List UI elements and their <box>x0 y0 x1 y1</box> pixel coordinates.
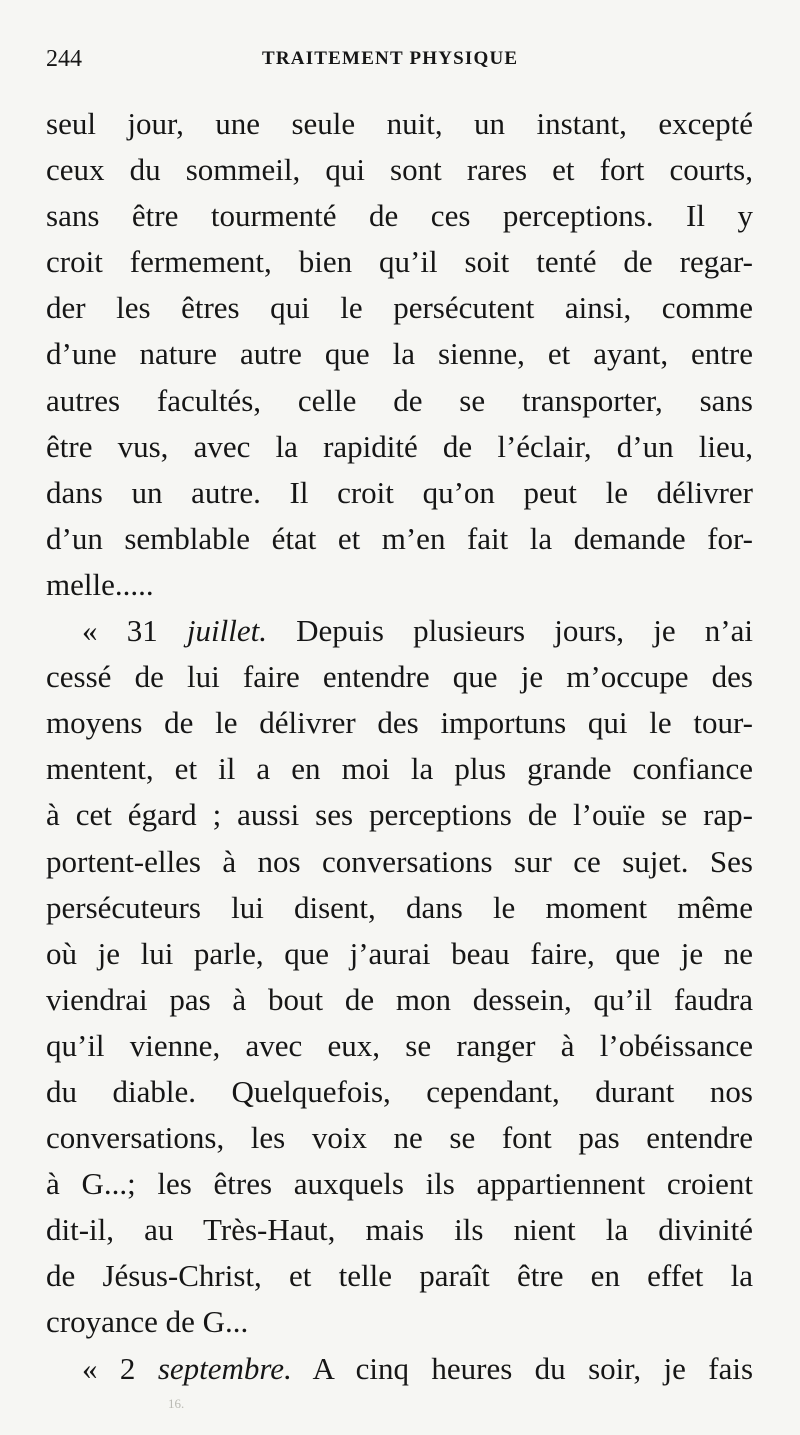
text-line: du diable. Quelquefois, cependant, durant nos <box>46 1073 753 1109</box>
text-line: croit fermement, bien qu’il soit tenté de regar- <box>46 244 753 280</box>
signature-mark: 16. <box>168 1396 185 1411</box>
text-line: être vus, avec la rapidité de l’éclair, d’un lieu, <box>46 428 753 464</box>
text-line: melle..... <box>46 566 154 602</box>
entry-prefix: « 31 <box>82 613 187 649</box>
text-line: autres facultés, celle de se transporter, sans <box>46 382 753 418</box>
text-line: à cet égard ; aussi ses perceptions de l’ouïe se rap- <box>46 797 753 833</box>
body-text <box>46 101 753 1392</box>
text-line: cessé de lui faire entendre que je m’occupe des <box>46 659 753 695</box>
entry-text: A cinq heures du soir, je fais <box>291 1350 754 1386</box>
text-line: de Jésus-Christ, et telle paraît être en effet la <box>46 1258 753 1294</box>
entry-text: Depuis plusieurs jours, je n’ai <box>266 613 754 649</box>
text-line: der les êtres qui le persécutent ainsi, comme <box>46 290 753 326</box>
text-line: qu’il vienne, avec eux, se ranger à l’obéissance <box>46 1027 753 1063</box>
text-line: ceux du sommeil, qui sont rares et fort courts, <box>46 152 753 188</box>
text-line: sans être tourmenté de ces perceptions. Il y <box>46 198 753 234</box>
text-line: viendrai pas à bout de mon dessein, qu’il faudra <box>46 981 753 1017</box>
running-head <box>46 44 752 74</box>
entry-date: juillet. <box>186 613 267 649</box>
text-line: à G...; les êtres auxquels ils appartiennent croient <box>46 1166 753 1202</box>
text-line: conversations, les voix ne se font pas entendre <box>46 1120 753 1156</box>
entry-prefix: « 2 <box>82 1350 158 1386</box>
text-line: mentent, et il a en moi la plus grande confiance <box>46 751 753 787</box>
text-line: d’une nature autre que la sienne, et ayant, entre <box>46 336 753 372</box>
text-line: seul jour, une seule nuit, un instant, excepté <box>46 106 753 141</box>
text-line: dans un autre. Il croit qu’on peut le délivrer <box>46 474 753 510</box>
text-line: moyens de le délivrer des importuns qui le tour- <box>46 705 753 741</box>
text-line: d’un semblable état et m’en fait la demande for- <box>46 520 753 556</box>
text-line: croyance de G... <box>46 1304 249 1340</box>
text-line: persécuteurs lui disent, dans le moment même <box>46 889 753 925</box>
text-line: dit-il, au Très-Haut, mais ils nient la divinité <box>46 1212 753 1248</box>
text-line: où je lui parle, que j’aurai beau faire, que je ne <box>46 935 753 971</box>
page-number: 244 <box>46 46 82 72</box>
entry-date: septembre. <box>157 1350 292 1386</box>
dated-entry-line <box>46 1346 753 1392</box>
running-title: TRAITEMENT PHYSIQUE <box>262 48 519 69</box>
dated-entry-line <box>46 608 753 654</box>
text-line: portent-elles à nos conversations sur ce sujet. Ses <box>46 843 753 879</box>
